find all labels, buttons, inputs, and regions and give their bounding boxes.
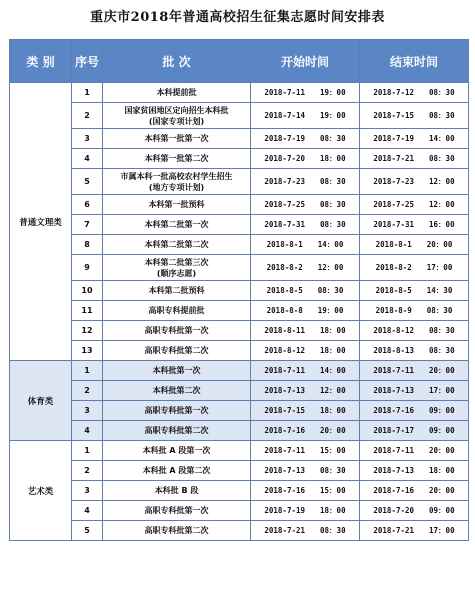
batch-line: 本科第一批第二次 [144, 154, 209, 163]
table-row [10, 195, 469, 215]
batch-line: 本科第二批第二次 [144, 240, 209, 249]
start-time-cell: 2018-7-25 08：30 [251, 195, 360, 215]
end-time-cell: 2018-7-16 20：00 [360, 481, 469, 501]
start-time-cell: 2018-7-21 08：30 [251, 521, 360, 541]
start-time-cell: 2018-7-31 08：30 [251, 215, 360, 235]
start-time-cell: 2018-7-19 08：30 [251, 129, 360, 149]
batch-cell [103, 83, 251, 103]
batch-line: 高职专科提前批 [148, 306, 205, 315]
header-row [10, 40, 469, 83]
batch-line: (顺序志愿) [156, 268, 197, 278]
seq-cell: 10 [72, 281, 103, 301]
batch-cell [103, 103, 251, 129]
seq-cell: 8 [72, 235, 103, 255]
table-row [10, 461, 469, 481]
start-time-cell: 2018-7-11 14：00 [251, 361, 360, 381]
start-time-cell: 2018-7-13 12：00 [251, 381, 360, 401]
seq-cell: 2 [72, 103, 103, 129]
category-cell: 普通文理类 [10, 83, 72, 361]
end-time-cell: 2018-7-11 20：00 [360, 361, 469, 381]
table-row [10, 441, 469, 461]
batch-cell [103, 255, 251, 281]
batch-cell [103, 169, 251, 195]
batch-cell [103, 521, 251, 541]
table-row [10, 321, 469, 341]
batch-cell [103, 281, 251, 301]
start-time-cell: 2018-7-14 19：00 [251, 103, 360, 129]
schedule-table [9, 39, 469, 541]
table-row [10, 301, 469, 321]
table-row [10, 103, 469, 129]
batch-cell [103, 421, 251, 441]
batch-line: 市属本科一批高校农村学生招生 [120, 171, 233, 181]
table-row [10, 421, 469, 441]
start-time-cell: 2018-8-8 19：00 [251, 301, 360, 321]
seq-cell: 4 [72, 149, 103, 169]
batch-line: 高职专科批第一次 [144, 506, 209, 515]
end-time-cell: 2018-7-11 20：00 [360, 441, 469, 461]
batch-line: 本科批 A 段第一次 [142, 446, 211, 455]
end-time-cell: 2018-7-17 09：00 [360, 421, 469, 441]
seq-cell: 3 [72, 401, 103, 421]
batch-line: 本科第一批第一次 [144, 134, 209, 143]
table-row [10, 129, 469, 149]
end-time-cell: 2018-7-13 18：00 [360, 461, 469, 481]
start-time-cell: 2018-7-16 15：00 [251, 481, 360, 501]
seq-cell: 5 [72, 521, 103, 541]
seq-cell: 7 [72, 215, 103, 235]
end-time-cell: 2018-7-23 12：00 [360, 169, 469, 195]
start-time-cell: 2018-8-2 12：00 [251, 255, 360, 281]
end-time-cell: 2018-7-31 16：00 [360, 215, 469, 235]
seq-cell: 1 [72, 83, 103, 103]
batch-cell [103, 341, 251, 361]
batch-line: 本科第二批预科 [148, 286, 205, 295]
end-time-cell: 2018-8-1 20：00 [360, 235, 469, 255]
end-time-cell: 2018-7-25 12：00 [360, 195, 469, 215]
seq-cell: 3 [72, 129, 103, 149]
end-time-cell: 2018-7-13 17：00 [360, 381, 469, 401]
end-time-cell: 2018-7-16 09：00 [360, 401, 469, 421]
header-category: 类 别 [10, 40, 72, 83]
seq-cell: 4 [72, 421, 103, 441]
start-time-cell: 2018-8-5 08：30 [251, 281, 360, 301]
table-row [10, 401, 469, 421]
end-time-cell: 2018-8-5 14：30 [360, 281, 469, 301]
end-time-cell: 2018-7-20 09：00 [360, 501, 469, 521]
batch-cell [103, 195, 251, 215]
batch-cell [103, 501, 251, 521]
batch-cell [103, 301, 251, 321]
schedule-body [10, 83, 469, 541]
batch-line: (地方专项计划) [148, 182, 205, 192]
batch-line: 高职专科批第二次 [144, 426, 209, 435]
header-seq: 序号 [72, 40, 103, 83]
category-cell: 艺术类 [10, 441, 72, 541]
start-time-cell: 2018-7-20 18：00 [251, 149, 360, 169]
table-row [10, 341, 469, 361]
start-time-cell: 2018-8-12 18：00 [251, 341, 360, 361]
header-batch: 批 次 [103, 40, 251, 83]
start-time-cell: 2018-7-15 18：00 [251, 401, 360, 421]
batch-cell [103, 461, 251, 481]
batch-line: (国家专项计划) [148, 116, 205, 126]
batch-line: 本科第二批第一次 [144, 220, 209, 229]
table-row [10, 149, 469, 169]
table-row [10, 361, 469, 381]
seq-cell: 12 [72, 321, 103, 341]
batch-cell [103, 149, 251, 169]
table-row [10, 381, 469, 401]
batch-cell [103, 381, 251, 401]
seq-cell: 5 [72, 169, 103, 195]
batch-line: 本科批第一次 [152, 366, 201, 375]
start-time-cell: 2018-7-11 19：00 [251, 83, 360, 103]
batch-cell [103, 481, 251, 501]
end-time-cell: 2018-7-12 08：30 [360, 83, 469, 103]
header-start-time: 开始时间 [251, 40, 360, 83]
end-time-cell: 2018-8-13 08：30 [360, 341, 469, 361]
start-time-cell: 2018-7-16 20：00 [251, 421, 360, 441]
batch-line: 国家贫困地区定向招生本科批 [124, 105, 229, 115]
batch-cell [103, 361, 251, 381]
table-row [10, 481, 469, 501]
start-time-cell: 2018-8-1 14：00 [251, 235, 360, 255]
batch-line: 本科批 A 段第二次 [142, 466, 211, 475]
start-time-cell: 2018-7-19 18：00 [251, 501, 360, 521]
seq-cell: 2 [72, 461, 103, 481]
table-row [10, 255, 469, 281]
batch-line: 高职专科批第一次 [144, 406, 209, 415]
seq-cell: 13 [72, 341, 103, 361]
batch-cell [103, 401, 251, 421]
batch-line: 本科批 B 段 [154, 486, 199, 495]
seq-cell: 9 [72, 255, 103, 281]
batch-line: 高职专科批第二次 [144, 346, 209, 355]
header-end-time: 结束时间 [360, 40, 469, 83]
start-time-cell: 2018-8-11 18：00 [251, 321, 360, 341]
seq-cell: 4 [72, 501, 103, 521]
batch-line: 高职专科批第二次 [144, 526, 209, 535]
end-time-cell: 2018-7-21 08：30 [360, 149, 469, 169]
table-row [10, 235, 469, 255]
batch-cell [103, 235, 251, 255]
end-time-cell: 2018-8-12 08：30 [360, 321, 469, 341]
batch-line: 本科批第二次 [152, 386, 201, 395]
table-row [10, 169, 469, 195]
page-title: 重庆市2018年普通高校招生征集志愿时间安排表 [90, 10, 385, 25]
seq-cell: 6 [72, 195, 103, 215]
category-cell: 体育类 [10, 361, 72, 441]
start-time-cell: 2018-7-11 15：00 [251, 441, 360, 461]
batch-line: 本科提前批 [156, 88, 197, 97]
end-time-cell: 2018-8-2 17：00 [360, 255, 469, 281]
batch-line: 本科第一批预科 [148, 200, 205, 209]
table-row [10, 281, 469, 301]
seq-cell: 3 [72, 481, 103, 501]
batch-line: 高职专科批第一次 [144, 326, 209, 335]
batch-cell [103, 321, 251, 341]
start-time-cell: 2018-7-13 08：30 [251, 461, 360, 481]
end-time-cell: 2018-7-21 17：00 [360, 521, 469, 541]
seq-cell: 1 [72, 361, 103, 381]
table-row [10, 215, 469, 235]
batch-cell [103, 215, 251, 235]
end-time-cell: 2018-7-19 14：00 [360, 129, 469, 149]
seq-cell: 11 [72, 301, 103, 321]
start-time-cell: 2018-7-23 08：30 [251, 169, 360, 195]
end-time-cell: 2018-8-9 08：30 [360, 301, 469, 321]
seq-cell: 1 [72, 441, 103, 461]
batch-line: 本科第二批第三次 [144, 257, 209, 267]
batch-cell [103, 129, 251, 149]
table-row [10, 501, 469, 521]
seq-cell: 2 [72, 381, 103, 401]
table-row [10, 83, 469, 103]
batch-cell [103, 441, 251, 461]
end-time-cell: 2018-7-15 08：30 [360, 103, 469, 129]
table-row [10, 521, 469, 541]
